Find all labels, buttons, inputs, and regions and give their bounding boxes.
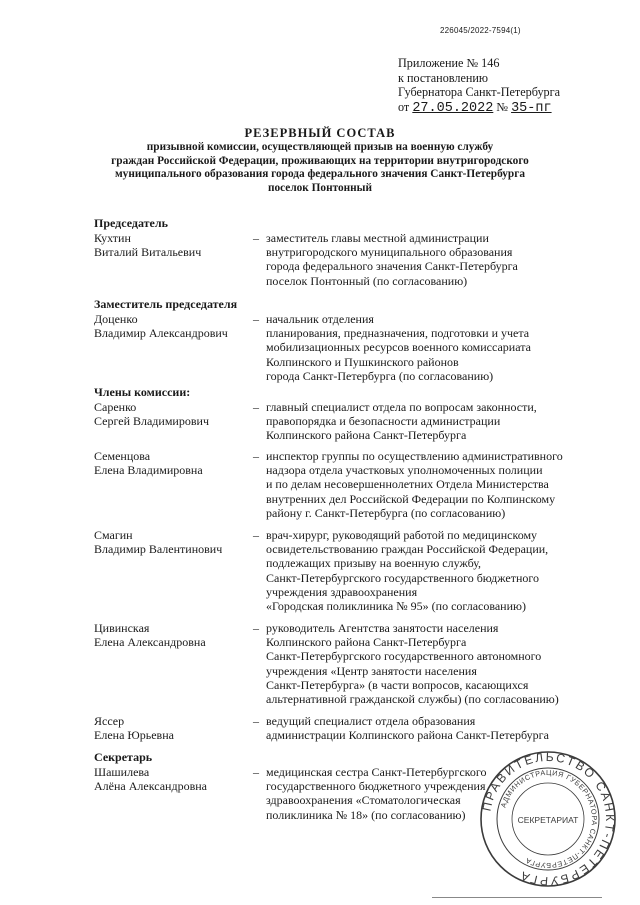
surname: Семенцова [94,449,151,463]
stamp-center-text: СЕКРЕТАРИАТ [517,815,579,825]
dash: – [253,400,259,414]
subtitle-line: поселок Понтонный [268,181,372,194]
desc-line: освидетельствованию граждан Российской Федерации, [266,542,549,557]
dash: – [253,231,259,245]
desc-line: города федерального значения Санкт-Петербурга [266,259,518,274]
dash: – [253,312,259,326]
person-description [266,528,596,613]
desc-line: главный специалист отдела по вопросам законности, [266,400,537,414]
desc-line: и по делам несовершеннолетних Отдела Министерства [266,477,549,492]
person-description [266,449,596,520]
desc-line: планирования, предназначения, подготовки и учета [266,326,530,341]
person-name [94,714,174,742]
person-description [266,400,596,443]
desc-line: Колпинского и Пушкинского районов [266,354,459,369]
given-names: Владимир Валентинович [94,542,223,557]
person-name [94,400,209,428]
surname: Шашилева [94,765,150,779]
desc-line: администрации Колпинского района Санкт-Петербурга [266,728,549,743]
bottom-rule [432,897,602,898]
document-number: 226045/2022-7594(1) [440,26,521,35]
desc-line: Санкт-Петербурга» (в части вопросов, касающихся [266,677,529,692]
desc-line: внутренних дел Российской Федерации по Колпинскому [266,491,556,506]
dash: – [253,765,259,779]
person-name [94,312,228,340]
desc-line: учреждения «Центр занятости населения [266,663,477,678]
desc-line: альтернативной гражданской службы) (по согласованию) [266,692,559,707]
person-description [266,714,596,742]
desc-line: учреждения здравоохранения [266,584,418,599]
desc-line: заместитель главы местной администрации [266,231,489,245]
desc-line: государственного бюджетного учреждения [266,779,486,794]
desc-line: инспектор группы по осуществлению административного [266,449,563,463]
desc-line: правопорядка и безопасности администрации [266,414,501,429]
official-stamp [478,749,618,889]
surname: Яссер [94,714,125,728]
desc-line: ведущий специалист отдела образования [266,714,476,728]
surname: Кухтин [94,231,131,245]
dash: – [253,714,259,728]
desc-line: поликлиника № 18» (по согласованию) [266,807,466,822]
num-prefix: № [496,99,509,114]
role-chairman: Председатель [94,216,168,230]
person-name [94,621,206,649]
desc-line: города Санкт-Петербурга (по согласованию) [266,368,494,383]
person-description [266,765,496,822]
desc-line: «Городская поликлиника № 95» (по согласованию) [266,599,526,614]
surname: Цивинская [94,621,150,635]
person-name [94,765,207,793]
given-names: Владимир Александрович [94,326,228,341]
desc-line: медицинская сестра Санкт-Петербургского [266,765,487,779]
role-members: Члены комиссии: [94,385,191,399]
desc-line: внутригородского муниципального образования [266,245,513,260]
given-names: Сергей Владимирович [94,414,209,429]
surname: Саренко [94,400,137,414]
desc-line: району г. Санкт-Петербурга (по согласованию) [266,505,506,520]
given-names: Елена Юрьевна [94,728,174,743]
desc-line: Санкт-Петербургского государственного бюджетного [266,570,540,585]
desc-line: поселок Понтонный (по согласованию) [266,273,468,288]
subtitle-line: призывной комиссии, осуществляющей призыв на военную службу [146,141,494,153]
subtitle-line: граждан Российской Федерации, проживающих на территории внутригородского [111,154,529,167]
surname: Смагин [94,528,133,542]
desc-line: Санкт-Петербургского государственного автономного [266,649,542,664]
appendix-line: Губернатора Санкт-Петербурга [398,85,561,100]
date-prefix: от [398,99,410,114]
given-names: Виталий Витальевич [94,245,202,260]
desc-line: руководитель Агентства занятости населения [266,621,499,635]
person-name [94,449,203,477]
subtitle-line: муниципального образования города федерального значения Санкт-Петербурга [114,168,525,181]
dash: – [253,528,259,542]
role-deputy: Заместитель председателя [94,297,238,311]
appendix-block [398,56,560,116]
appendix-line: к постановлению [398,70,489,85]
person-description [266,621,596,706]
desc-line: здравоохранения «Стоматологическая [266,793,461,808]
person-name [94,231,201,259]
desc-line: начальник отделения [266,312,374,326]
person-description [266,231,596,288]
role-secretary: Секретарь [94,750,153,764]
given-names: Елена Владимировна [94,463,203,478]
desc-line: надзора отдела участковых уполномоченных полиции [266,463,543,478]
appendix-number: 35-пг [511,100,552,116]
person-name [94,528,222,556]
document-title: РЕЗЕРВНЫЙ СОСТАВ [244,126,396,140]
dash: – [253,621,259,635]
desc-line: мобилизационных ресурсов военного комиссариата [266,340,531,355]
desc-line: подлежащих призыву на военную службу, [266,556,482,571]
person-description [266,312,596,383]
given-names: Алёна Александровна [94,779,207,794]
appendix-date: 27.05.2022 [412,100,494,116]
given-names: Елена Александровна [94,635,206,650]
stamp-inner-text: АДМИНИСТРАЦИЯ ГУБЕРНАТОРА САНКТ-ПЕТЕРБУРГА [498,767,600,871]
stamp-outer-text: ПРАВИТЕЛЬСТВО САНКТ-ПЕТЕРБУРГА [479,749,618,889]
appendix-line: Приложение № 146 [398,56,500,70]
surname: Доценко [94,312,138,326]
appendix-date-line [398,100,560,117]
document-subtitle [60,141,580,195]
desc-line: Колпинского района Санкт-Петербурга [266,635,467,650]
desc-line: Колпинского района Санкт-Петербурга [266,428,467,443]
dash: – [253,449,259,463]
desc-line: врач-хирург, руководящий работой по медицинскому [266,528,538,542]
